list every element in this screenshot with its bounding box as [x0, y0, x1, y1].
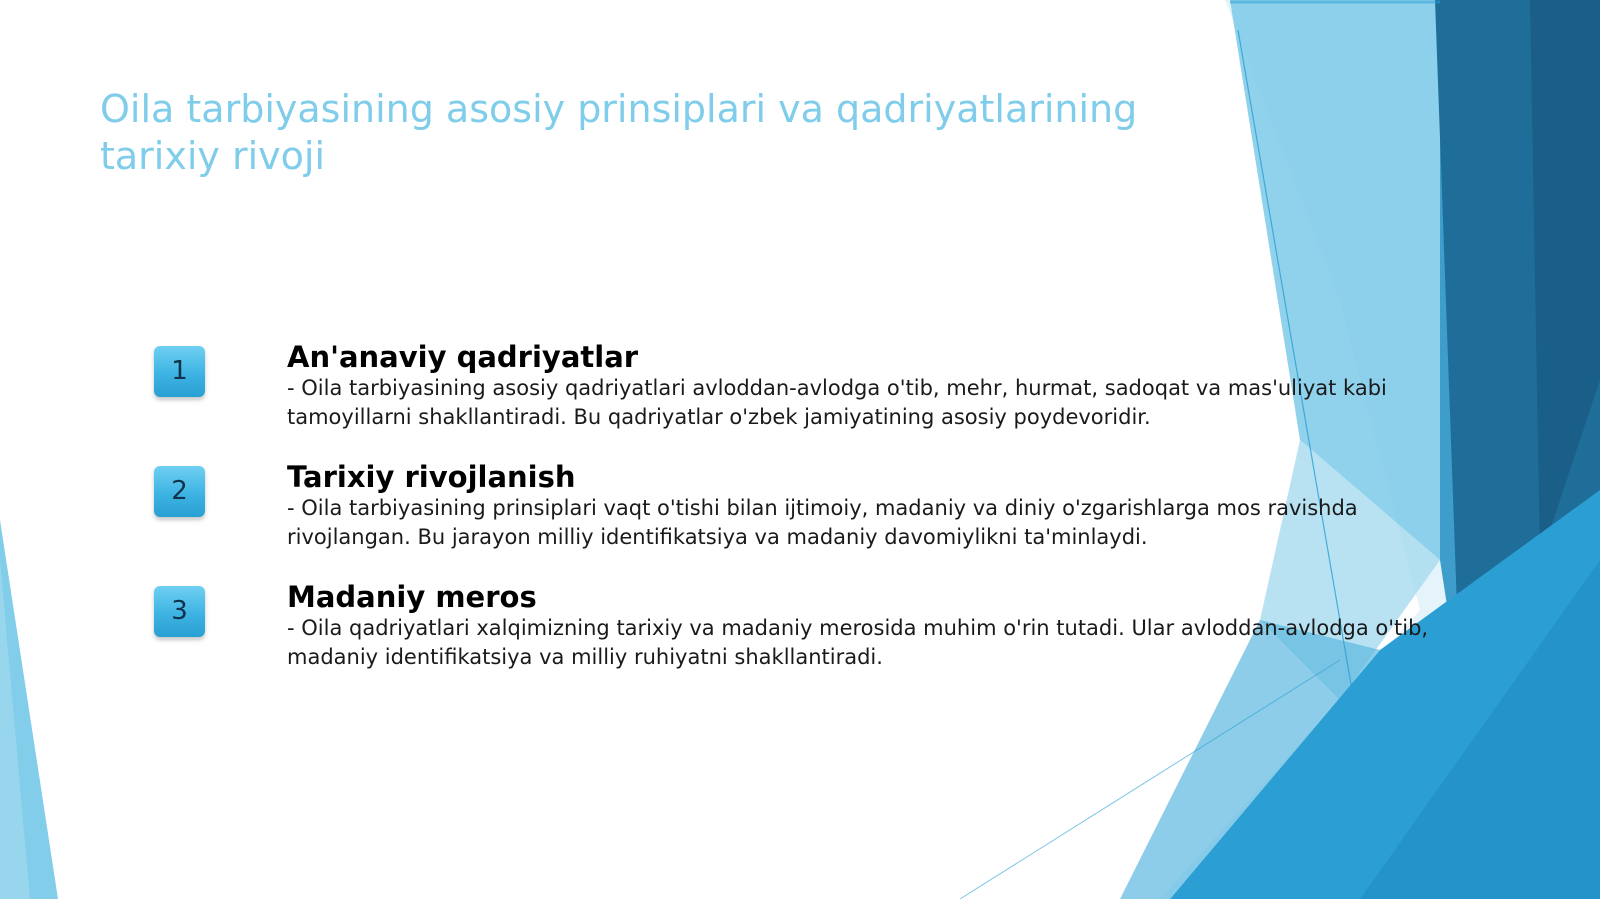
number-badge: 1 [154, 346, 205, 397]
item-heading: An'anaviy qadriyatlar [287, 340, 639, 374]
number-badge: 3 [154, 586, 205, 637]
number-badge: 2 [154, 466, 205, 517]
item-description: - Oila qadriyatlari xalqimizning tarixiy va madaniy merosida muhim o'rin tutadi. Ular avloddan-avlodga o'tib, madaniy identifikatsiya va milliy ruhiyatni shakllantiradi. [287, 616, 1429, 669]
item-description: - Oila tarbiyasining prinsiplari vaqt o'tishi bilan ijtimoiy, madaniy va diniy o'zgarishlarga mos ravishda rivojlangan. Bu jarayon milliy identifikatsiya va madaniy davomiylikni ta'minlaydi. [287, 496, 1358, 549]
item-description: - Oila tarbiyasining asosiy qadriyatlari avloddan-avlodga o'tib, mehr, hurmat, sadoqat va mas'uliyat kabi tamoyillarni shakllantiradi. Bu qadriyatlar o'zbek jamiyatining asosiy poydevoridir. [287, 376, 1387, 429]
slide-title: Oila tarbiyasining asosiy prinsiplari va qadriyatlarining tarixiy rivoji [100, 87, 1138, 178]
item-heading: Madaniy meros [287, 580, 537, 614]
item-heading: Tarixiy rivojlanish [287, 460, 576, 494]
